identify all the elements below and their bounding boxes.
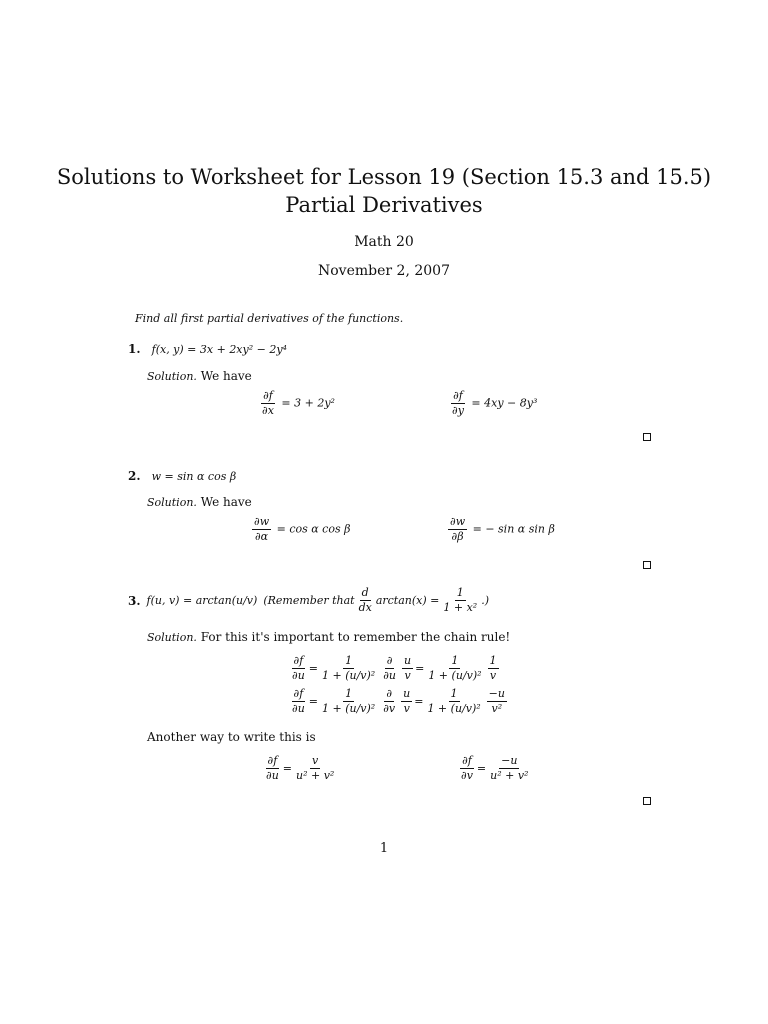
equation-rhs: = − sin α sin β bbox=[472, 522, 555, 536]
problem-2-heading bbox=[128, 465, 236, 484]
fraction: $\frac{\partial f}{\partial y}$ bbox=[452, 389, 464, 417]
fraction: $\frac{\partial f}{\partial u}$ bbox=[292, 687, 305, 715]
problem-statement: f(x, y) = 3x + 2xy² − 2y⁴ bbox=[151, 343, 287, 356]
fraction: $\frac{\partial}{\partial u}$ bbox=[383, 654, 396, 682]
solution-label: Solution. bbox=[147, 496, 197, 509]
chain-rule-row-1 bbox=[288, 654, 501, 683]
equation-rhs: = 3 + 2y² bbox=[281, 396, 335, 410]
fraction: $\frac{\partial}{\partial v}$ bbox=[383, 687, 396, 715]
equals-sign: = bbox=[476, 762, 487, 775]
page-number: 1 bbox=[379, 841, 389, 856]
remember-mid: arctan(x) = bbox=[375, 594, 440, 607]
solution-label: Solution. bbox=[147, 631, 197, 644]
solution-intro: We have bbox=[200, 495, 252, 509]
solution-intro: For this it's important to remember the chain rule! bbox=[200, 630, 511, 644]
qed-square-icon bbox=[643, 433, 651, 441]
problem-1-eq-dy bbox=[448, 389, 537, 418]
chain-rule-row-2 bbox=[288, 687, 509, 716]
fraction: $\frac{v}{\text{u² + v²}}$ bbox=[296, 754, 335, 782]
problem-3-alt-eq-du bbox=[262, 754, 338, 783]
course-name: Math 20 bbox=[354, 234, 414, 250]
qed-square-icon bbox=[643, 561, 651, 569]
fraction: $\frac{-u}{\text{u² + v²}}$ bbox=[490, 754, 529, 782]
problem-3-solution-intro bbox=[147, 630, 510, 644]
equals-sign: = bbox=[415, 662, 425, 675]
remember-prefix: (Remember that bbox=[263, 594, 355, 607]
problem-number: 3. bbox=[128, 593, 141, 608]
problem-number: 1. bbox=[128, 342, 141, 356]
remember-suffix: .) bbox=[481, 594, 489, 607]
fraction: $\frac{1}{\text{1 + (u/v)²}}$ bbox=[322, 654, 376, 682]
fraction: $\frac{\partial w}{\partial\beta}$ bbox=[450, 515, 466, 543]
fraction: $\frac{-u}{\text{v²}}$ bbox=[488, 687, 505, 715]
fraction: $\frac{\partial f}{\partial v}$ bbox=[461, 754, 473, 782]
equation-rhs: = 4xy − 8y³ bbox=[471, 396, 538, 410]
problem-1-solution-intro bbox=[147, 369, 252, 383]
fraction: $\frac{1}{\text{1 + (u/v)²}}$ bbox=[322, 687, 376, 715]
fraction: $\frac{1}{\text{1 + (u/v)²}}$ bbox=[428, 654, 482, 682]
derivative-operator: $\frac{d}{dx}$ bbox=[358, 586, 372, 614]
solution-intro: We have bbox=[200, 369, 252, 383]
problem-1-heading bbox=[128, 338, 287, 357]
problem-2-solution-intro bbox=[147, 495, 252, 509]
problem-number: 2. bbox=[128, 469, 141, 483]
equals-sign: = bbox=[308, 695, 318, 708]
fraction: $\frac{\partial f}{\partial u}$ bbox=[266, 754, 279, 782]
qed-square-icon bbox=[643, 797, 651, 805]
problem-2-eq-dbeta bbox=[446, 515, 555, 544]
problem-3-heading bbox=[128, 586, 489, 615]
fraction: $\frac{u}{v}$ bbox=[403, 687, 411, 715]
fraction: $\frac{1}{\text{1 + (u/v)²}}$ bbox=[427, 687, 481, 715]
fraction: $\frac{1}{v}$ bbox=[489, 654, 497, 682]
problem-statement: w = sin α cos β bbox=[151, 470, 237, 483]
fraction: $\frac{\partial f}{\partial u}$ bbox=[292, 654, 305, 682]
equation-rhs: = cos α cos β bbox=[276, 522, 351, 536]
page-title-line1: Solutions to Worksheet for Lesson 19 (Section 15.3 and 15.5) bbox=[56, 165, 712, 189]
another-way-text: Another way to write this is bbox=[147, 730, 316, 744]
problem-2-eq-dalpha bbox=[250, 515, 350, 544]
fraction: $\frac{\partial w}{\partial\alpha}$ bbox=[254, 515, 270, 543]
solution-label: Solution. bbox=[147, 370, 197, 383]
equals-sign: = bbox=[308, 662, 318, 675]
fraction: $\frac{1}{\text{1 + x²}}$ bbox=[443, 586, 478, 614]
problem-1-eq-dx bbox=[258, 389, 335, 418]
equals-sign: = bbox=[414, 695, 424, 708]
fraction: $\frac{u}{v}$ bbox=[404, 654, 412, 682]
page-title-line2: Partial Derivatives bbox=[285, 193, 483, 217]
instructions: Find all first partial derivatives of the functions. bbox=[135, 312, 404, 325]
equals-sign: = bbox=[282, 762, 292, 775]
problem-statement: f(u, v) = arctan(u/v) bbox=[146, 594, 258, 607]
problem-3-alt-eq-dv bbox=[457, 754, 532, 783]
document-date: November 2, 2007 bbox=[318, 263, 450, 279]
fraction: $\frac{\partial f}{\partial x}$ bbox=[262, 389, 274, 417]
